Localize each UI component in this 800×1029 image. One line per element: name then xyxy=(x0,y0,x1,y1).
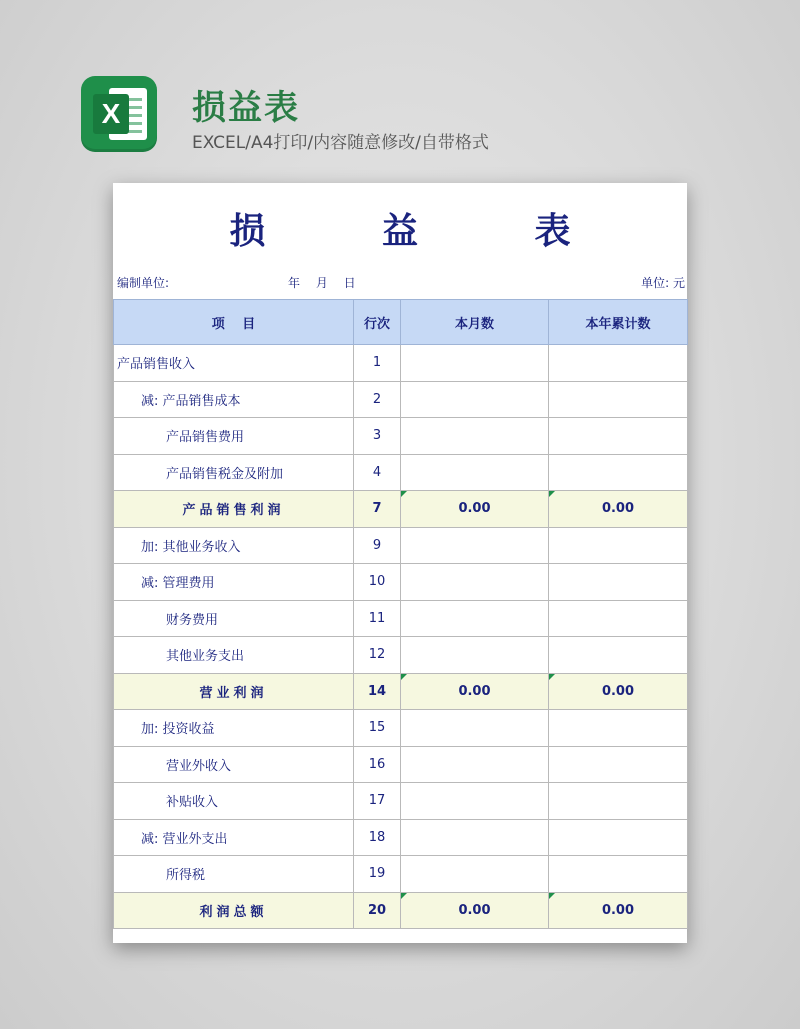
this-month-cell[interactable] xyxy=(401,527,549,564)
line-number-cell-text: 20 xyxy=(367,902,387,918)
table-row xyxy=(114,856,688,893)
line-number-cell[interactable] xyxy=(354,381,401,418)
this-month-cell[interactable] xyxy=(401,637,549,674)
compiler-unit-label: 编制单位: xyxy=(117,276,170,290)
this-month-cell[interactable] xyxy=(401,564,549,601)
line-number-cell-text: 3 xyxy=(372,428,382,444)
item-cell[interactable] xyxy=(114,856,354,893)
line-number-cell-text: 1 xyxy=(372,355,382,371)
item-cell-text: 产品销售费用 xyxy=(166,430,245,446)
this-month-cell[interactable] xyxy=(401,819,549,856)
formula-indicator-icon xyxy=(549,893,555,899)
item-cell[interactable] xyxy=(114,345,354,382)
item-cell-text: 减: 管理费用 xyxy=(141,576,215,592)
item-cell-text: 补贴收入 xyxy=(166,795,219,811)
year-to-date-cell-text: 0.00 xyxy=(601,683,635,699)
item-cell[interactable] xyxy=(114,527,354,564)
year-to-date-cell[interactable] xyxy=(549,856,688,893)
formula-indicator-icon xyxy=(401,893,407,899)
line-number-cell-text: 2 xyxy=(372,391,382,407)
year-to-date-cell[interactable] xyxy=(549,673,688,710)
this-month-cell[interactable] xyxy=(401,345,549,382)
item-cell[interactable] xyxy=(114,491,354,528)
year-to-date-cell[interactable] xyxy=(549,783,688,820)
this-month-cell[interactable] xyxy=(401,783,549,820)
page-subtitle: EXCEL/A4打印/内容随意修改/自带格式 xyxy=(192,133,489,153)
line-number-cell[interactable] xyxy=(354,856,401,893)
line-number-cell[interactable] xyxy=(354,564,401,601)
year-to-date-cell-text: 0.00 xyxy=(601,902,635,918)
column-header-item: 项 目 xyxy=(114,300,354,345)
year-to-date-cell[interactable] xyxy=(549,491,688,528)
table-row xyxy=(114,418,688,455)
line-number-cell-text: 18 xyxy=(368,829,386,845)
item-cell-text: 营业利润 xyxy=(199,685,268,701)
item-cell-text: 所得税 xyxy=(166,868,206,884)
item-cell-text: 减: 产品销售成本 xyxy=(141,393,241,409)
line-number-cell[interactable] xyxy=(354,491,401,528)
item-cell-text: 产品销售收入 xyxy=(117,357,196,373)
excel-x-glyph: X xyxy=(93,94,129,134)
income-statement-table xyxy=(113,299,688,929)
item-cell[interactable] xyxy=(114,600,354,637)
this-month-cell[interactable] xyxy=(401,418,549,455)
item-cell[interactable] xyxy=(114,564,354,601)
column-header-line-no: 行次 xyxy=(354,300,401,345)
table-row xyxy=(114,345,688,382)
table-row xyxy=(114,564,688,601)
document-title: 损 益 表 xyxy=(229,211,623,252)
line-number-cell[interactable] xyxy=(354,673,401,710)
year-to-date-cell[interactable] xyxy=(549,564,688,601)
table-row xyxy=(114,637,688,674)
page-header xyxy=(0,0,800,170)
line-number-cell-text: 7 xyxy=(372,501,382,517)
line-number-cell-text: 16 xyxy=(368,756,386,772)
excel-icon xyxy=(81,76,157,152)
item-cell-text: 财务费用 xyxy=(166,612,219,628)
this-month-cell[interactable] xyxy=(401,710,549,747)
table-row xyxy=(114,819,688,856)
item-cell-text: 减: 营业外支出 xyxy=(141,831,228,847)
year-to-date-cell[interactable] xyxy=(549,454,688,491)
line-number-cell[interactable] xyxy=(354,345,401,382)
income-statement-sheet xyxy=(113,183,687,943)
item-cell[interactable] xyxy=(114,892,354,929)
line-number-cell[interactable] xyxy=(354,418,401,455)
item-cell-text: 其他业务支出 xyxy=(166,649,245,665)
table-row xyxy=(114,381,688,418)
year-to-date-cell[interactable] xyxy=(549,819,688,856)
column-header-this-month: 本月数 xyxy=(401,300,549,345)
table-header-row xyxy=(114,300,688,345)
this-month-cell-text: 0.00 xyxy=(458,501,491,517)
year-to-date-cell[interactable] xyxy=(549,345,688,382)
this-month-cell[interactable] xyxy=(401,892,549,929)
item-cell-text: 产品销售税金及附加 xyxy=(166,466,284,482)
subtotal-row xyxy=(114,491,688,528)
year-to-date-cell[interactable] xyxy=(549,637,688,674)
table-row xyxy=(114,746,688,783)
formula-indicator-icon xyxy=(549,491,555,497)
item-cell[interactable] xyxy=(114,783,354,820)
line-number-cell[interactable] xyxy=(354,600,401,637)
year-to-date-cell[interactable] xyxy=(549,746,688,783)
item-cell-text: 营业外收入 xyxy=(166,758,232,774)
formula-indicator-icon xyxy=(401,491,407,497)
this-month-cell[interactable] xyxy=(401,381,549,418)
this-month-cell-text: 0.00 xyxy=(458,683,491,699)
formula-indicator-icon xyxy=(401,674,407,680)
item-cell-text: 加: 其他业务收入 xyxy=(141,539,241,555)
item-cell[interactable] xyxy=(114,637,354,674)
table-row xyxy=(114,527,688,564)
item-cell-text: 加: 投资收益 xyxy=(141,722,215,738)
line-number-cell[interactable] xyxy=(354,783,401,820)
page-title: 损益表 xyxy=(192,88,300,128)
table-row xyxy=(114,600,688,637)
item-cell[interactable] xyxy=(114,381,354,418)
line-number-cell[interactable] xyxy=(354,819,401,856)
this-month-cell-text: 0.00 xyxy=(458,902,491,918)
item-cell[interactable] xyxy=(114,673,354,710)
date-label: 年 月 日 xyxy=(288,276,356,290)
this-month-cell[interactable] xyxy=(401,673,549,710)
line-number-cell-text: 17 xyxy=(368,793,386,809)
table-body xyxy=(114,345,688,929)
this-month-cell[interactable] xyxy=(401,491,549,528)
line-number-cell[interactable] xyxy=(354,637,401,674)
year-to-date-cell-text: 0.00 xyxy=(601,501,635,517)
table-row xyxy=(114,783,688,820)
formula-indicator-icon xyxy=(549,674,555,680)
item-cell[interactable] xyxy=(114,418,354,455)
year-to-date-cell[interactable] xyxy=(549,527,688,564)
line-number-cell[interactable] xyxy=(354,892,401,929)
line-number-cell[interactable] xyxy=(354,454,401,491)
column-header-year-to-date: 本年累计数 xyxy=(549,300,688,345)
this-month-cell[interactable] xyxy=(401,856,549,893)
line-number-cell-text: 19 xyxy=(368,866,386,882)
item-cell[interactable] xyxy=(114,710,354,747)
item-cell-text: 利润总额 xyxy=(199,904,268,920)
line-number-cell-text: 4 xyxy=(372,464,382,480)
year-to-date-cell[interactable] xyxy=(549,600,688,637)
table-row xyxy=(114,454,688,491)
line-number-cell-text: 9 xyxy=(372,537,382,553)
line-number-cell-text: 10 xyxy=(368,574,386,590)
subtotal-row xyxy=(114,673,688,710)
line-number-cell[interactable] xyxy=(354,710,401,747)
currency-unit-label: 单位: 元 xyxy=(641,276,685,290)
line-number-cell-text: 14 xyxy=(367,683,387,699)
line-number-cell[interactable] xyxy=(354,746,401,783)
line-number-cell-text: 12 xyxy=(368,647,386,663)
this-month-cell[interactable] xyxy=(401,746,549,783)
item-cell[interactable] xyxy=(114,819,354,856)
item-cell-text: 产品销售利润 xyxy=(182,503,285,519)
year-to-date-cell[interactable] xyxy=(549,892,688,929)
this-month-cell[interactable] xyxy=(401,454,549,491)
line-number-cell-text: 15 xyxy=(368,720,386,736)
subtotal-row xyxy=(114,892,688,929)
item-cell[interactable] xyxy=(114,746,354,783)
item-cell[interactable] xyxy=(114,454,354,491)
table-row xyxy=(114,710,688,747)
year-to-date-cell[interactable] xyxy=(549,381,688,418)
line-number-cell[interactable] xyxy=(354,527,401,564)
year-to-date-cell[interactable] xyxy=(549,710,688,747)
line-number-cell-text: 11 xyxy=(368,610,386,626)
this-month-cell[interactable] xyxy=(401,600,549,637)
year-to-date-cell[interactable] xyxy=(549,418,688,455)
